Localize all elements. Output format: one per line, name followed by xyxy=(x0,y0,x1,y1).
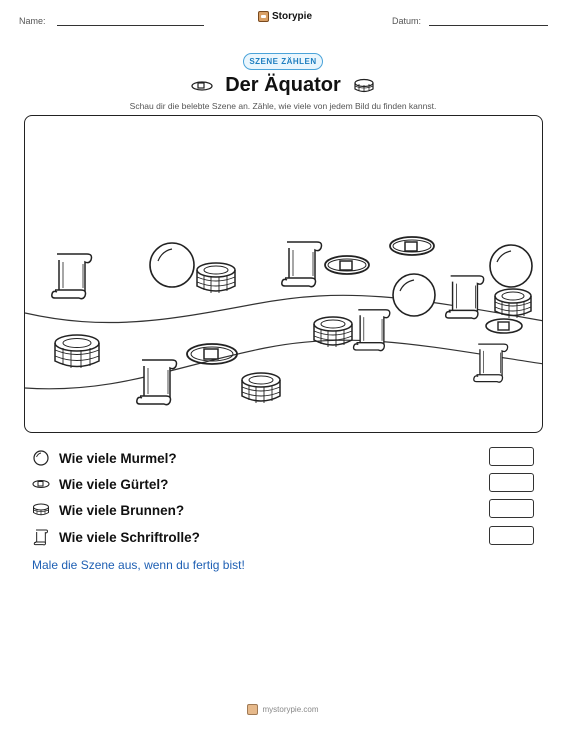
name-label: Name: xyxy=(19,16,46,26)
brand-logo xyxy=(258,11,312,22)
storypie-logo-icon xyxy=(247,704,258,715)
footer-url: mystorypie.com xyxy=(262,705,319,714)
well-icon xyxy=(353,78,375,94)
answer-box-wells[interactable] xyxy=(489,499,534,518)
storypie-logo-icon xyxy=(258,11,269,22)
question-marbles xyxy=(32,448,177,468)
well xyxy=(193,260,239,298)
date-line[interactable] xyxy=(429,25,548,26)
question-belts xyxy=(32,474,168,494)
scroll-icon xyxy=(32,528,50,546)
question-wells xyxy=(32,500,184,520)
scroll xyxy=(471,339,511,385)
well-icon xyxy=(32,501,50,519)
well xyxy=(310,314,356,352)
brand-name: Storypie xyxy=(272,11,313,22)
question-scrolls xyxy=(32,527,200,547)
scroll xyxy=(134,354,180,408)
well xyxy=(51,332,103,374)
counting-scene xyxy=(24,115,543,433)
belt-icon xyxy=(191,80,213,92)
page-title: Der Äquator xyxy=(225,74,341,96)
name-line[interactable] xyxy=(57,25,204,26)
marble-icon xyxy=(32,449,50,467)
footer xyxy=(0,704,566,715)
scroll xyxy=(351,304,393,354)
belt-icon xyxy=(32,475,50,493)
question-text: Wie viele Gürtel? xyxy=(59,476,169,492)
answer-box-marbles[interactable] xyxy=(489,447,534,466)
activity-badge: SZENE ZÄHLEN xyxy=(243,53,323,70)
coloring-instruction: Male die Szene aus, wenn du fertig bist! xyxy=(32,558,245,572)
belt xyxy=(323,252,371,278)
belt xyxy=(388,233,436,259)
marble xyxy=(488,243,534,289)
question-text: Wie viele Murmel? xyxy=(59,450,177,466)
answer-box-scrolls[interactable] xyxy=(489,526,534,545)
date-label: Datum: xyxy=(392,16,422,26)
marble xyxy=(148,241,196,289)
answer-box-belts[interactable] xyxy=(489,473,534,492)
scroll xyxy=(443,269,487,323)
instructions: Schau dir die belebte Szene an. Zähle, wie viele von jedem Bild du finden kannst. xyxy=(129,101,437,111)
marble xyxy=(391,272,437,318)
belt xyxy=(484,316,524,336)
scroll xyxy=(279,236,325,290)
well xyxy=(238,370,284,408)
scroll xyxy=(49,248,95,302)
question-text: Wie viele Brunnen? xyxy=(59,502,185,518)
question-text: Wie viele Schriftrolle? xyxy=(59,529,200,545)
belt xyxy=(185,340,239,368)
